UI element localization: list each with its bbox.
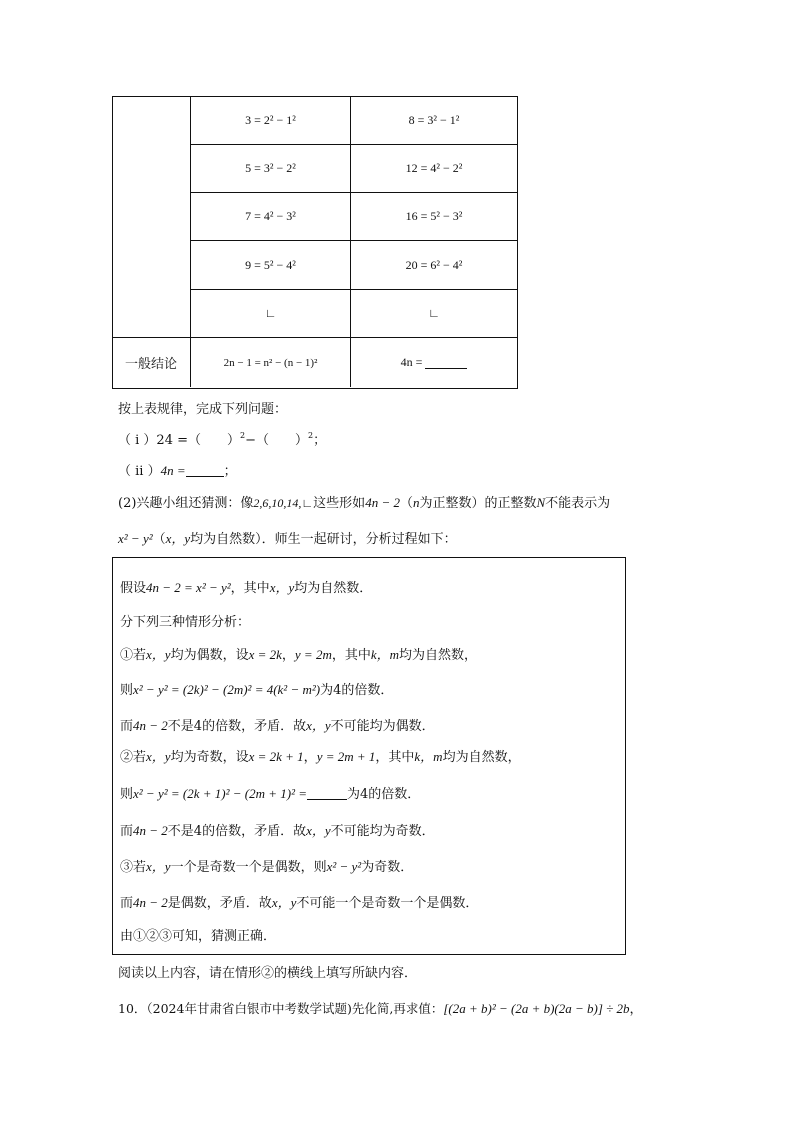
guess-text: 这些形如: [313, 496, 366, 511]
guess-expr: 4n − 2: [365, 495, 400, 510]
guess-line-1: [118, 492, 610, 511]
table-cell: 5 = 3² − 2²: [245, 161, 296, 175]
analysis-text: 而: [120, 719, 134, 734]
analysis-text: 不可能均为偶数．: [330, 719, 435, 734]
case2-answer-blank[interactable]: [307, 787, 347, 800]
analysis-expr: x = 2k: [248, 647, 282, 662]
guess-var-n: n: [412, 495, 420, 510]
analysis-text: ②若: [120, 750, 147, 765]
analysis-text: 为奇数．: [361, 860, 414, 875]
analysis-text: 则: [120, 787, 134, 802]
analysis-text: 均为自然数．: [294, 581, 373, 596]
analysis-text: 一个是奇数一个是偶数，则: [170, 860, 327, 875]
analysis-text: 不可能均为奇数．: [330, 824, 435, 839]
analysis-text: ，: [281, 648, 295, 663]
table-cell: 16 = 5² − 3²: [405, 209, 463, 223]
guess-var-xy: x，y: [165, 531, 191, 546]
analysis-text: ，其中: [230, 581, 270, 596]
analysis-text: 是偶数，矛盾．故: [167, 896, 272, 911]
conclusion-four: [351, 338, 517, 387]
analysis-expr: x² − y²: [326, 859, 362, 874]
law-table: [112, 96, 518, 389]
analysis-expr: x = 2k + 1: [248, 749, 304, 764]
questions-intro: 按上表规律，完成下列问题：: [118, 402, 288, 417]
analysis-line: [120, 856, 413, 875]
question-i-prefix: （ i ）24 =（ ）: [118, 433, 240, 448]
table-cell: 3 = 2² − 1²: [245, 112, 296, 127]
analysis-text: 均为自然数，: [399, 648, 478, 663]
question-i: （ i ）24 =（ ）$^2$−（ ）$^2$；: [118, 431, 327, 448]
conclusion-label: 一般结论: [124, 357, 177, 372]
question-ii: [118, 460, 237, 479]
analysis-text: 均为偶数，设: [170, 648, 249, 663]
analysis-var: x，y: [306, 718, 331, 733]
guess-text: (2)兴趣小组还猜测：像: [118, 496, 254, 511]
analysis-text: 为4的倍数．: [347, 787, 421, 802]
guess-text: 为正整数）的正整数: [419, 496, 537, 511]
question-ii-blank[interactable]: [186, 464, 224, 477]
analysis-expr: y = 2m + 1: [316, 749, 376, 764]
analysis-line: [120, 783, 420, 802]
guess-var-N: N: [536, 495, 546, 510]
analysis-expr: 4n − 2: [133, 895, 168, 910]
question-i-end: ；: [313, 433, 327, 448]
question-10-text: 10．（2024年甘肃省白银市中考数学试题)先化简,再求值：: [118, 1001, 444, 1016]
conclusion-odd: 2n − 1 = n² − (n − 1)²: [223, 356, 318, 369]
guess-line-2: [118, 528, 457, 547]
guess-numbers: 2,6,10,14,∟: [253, 496, 314, 510]
analysis-expr: 4n − 2: [133, 718, 168, 733]
analysis-text: 则: [120, 683, 134, 698]
analysis-var: x，y: [269, 580, 295, 595]
analysis-text: 不可能一个是奇数一个是偶数．: [296, 896, 479, 911]
analysis-text: 均为自然数，: [442, 750, 521, 765]
analysis-text: ③若: [120, 860, 147, 875]
question-10-expr: [(2a + b)² − (2a + b)(2a − b)] ÷ 2b: [443, 1001, 630, 1016]
table-cell: 20 = 6² − 4²: [405, 257, 463, 272]
analysis-var: x，y: [271, 895, 297, 910]
analysis-text: 为4的倍数．: [320, 683, 394, 698]
question-ii-end: ；: [223, 464, 237, 479]
analysis-text: ，其中: [331, 648, 371, 663]
conclusion-four-expr: 4n =: [400, 355, 423, 369]
analysis-line: 分下列三种情形分析：: [120, 615, 251, 630]
question-i-mid: −（ ）: [245, 433, 308, 448]
table-cell: ∟: [264, 306, 277, 320]
analysis-text: 而: [120, 824, 134, 839]
analysis-line: [120, 820, 435, 839]
analysis-line: [120, 715, 435, 734]
analysis-expr: x² − y² = (2k + 1)² − (2m + 1)² =: [133, 786, 308, 801]
analysis-var: x，y: [146, 647, 171, 662]
table-cell: 8 = 3² − 1²: [408, 112, 460, 127]
analysis-text: 假设: [120, 581, 147, 596]
analysis-line: [120, 577, 372, 596]
question-ii-expr: 4n =: [160, 463, 186, 478]
question-10-end: ，: [629, 1002, 643, 1017]
analysis-var: x，y: [146, 749, 171, 764]
guess-text: （: [152, 532, 166, 547]
analysis-text: 不是4的倍数，矛盾．故: [167, 824, 307, 839]
analysis-expr: 4n − 2: [133, 823, 168, 838]
table-cell: 9 = 5² − 4²: [245, 257, 296, 272]
analysis-text: 均为奇数，设: [170, 750, 249, 765]
table-cell: 12 = 4² − 2²: [405, 161, 463, 175]
analysis-line: [120, 679, 393, 698]
analysis-text: ，: [303, 750, 317, 765]
analysis-text: ，其中: [375, 750, 415, 765]
analysis-line: [120, 746, 521, 765]
guess-text: 不能表示为: [545, 496, 611, 511]
analysis-line: [120, 892, 478, 911]
question-10: [118, 998, 643, 1017]
guess-text: （: [399, 496, 413, 511]
guess-text: 均为自然数）．师生一起研讨，分析过程如下：: [190, 532, 457, 547]
analysis-var: x，y: [146, 859, 171, 874]
analysis-var: k，m: [414, 749, 443, 764]
guess-expr: x² − y²: [118, 531, 153, 546]
analysis-text: ①若: [120, 648, 147, 663]
read-instruction: 阅读以上内容，请在情形②的横线上填写所缺内容．: [118, 966, 418, 981]
analysis-var: k，m: [370, 647, 400, 662]
analysis-text: 而: [120, 896, 134, 911]
analysis-line: [120, 644, 477, 663]
analysis-expr: 4n − 2 = x² − y²: [146, 580, 231, 595]
question-ii-prefix: （ ii ）: [118, 464, 161, 479]
analysis-line: 由①②③可知，猜测正确．: [120, 929, 277, 944]
analysis-var: x，y: [306, 823, 331, 838]
analysis-expr: y = 2m: [294, 647, 332, 662]
analysis-expr: x² − y² = (2k)² − (2m)² = 4(k² − m²): [133, 682, 321, 697]
table-cell: 7 = 4² − 3²: [245, 209, 296, 223]
conclusion-blank[interactable]: [425, 356, 467, 369]
analysis-text: 不是4的倍数，矛盾．故: [167, 719, 307, 734]
table-cell: ∟: [428, 306, 440, 320]
